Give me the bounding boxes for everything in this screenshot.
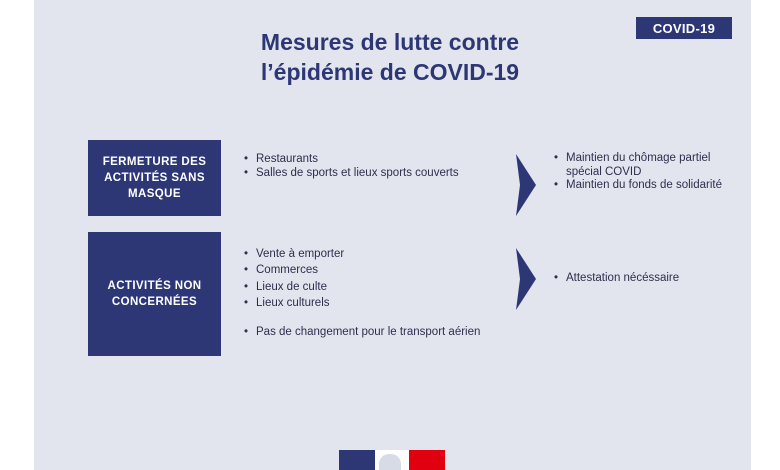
list-item: • Commerces <box>242 262 480 278</box>
flag-red-band <box>409 450 445 470</box>
list-item: • Lieux de culte <box>242 279 480 295</box>
list-item: • Lieux culturels <box>242 295 480 311</box>
unaffected-list <box>242 246 480 340</box>
list-item: • Pas de changement pour le transport aérien <box>242 324 480 340</box>
list-item: • Salles de sports et lieux sports couverts <box>242 166 459 180</box>
chevron-right-icon <box>516 248 536 310</box>
list-item: • Vente à emporter <box>242 246 480 262</box>
unaffected-consequences-list <box>552 270 712 286</box>
closures-list <box>242 152 459 180</box>
covid-badge: COVID-19 <box>636 17 732 39</box>
title-line-1: Mesures de lutte contre <box>260 29 520 55</box>
title-line-2: l’épidémie de COVID-19 <box>260 59 520 85</box>
page-title <box>190 27 590 87</box>
flag-blue-band <box>339 450 375 470</box>
flag-white-band <box>375 450 409 470</box>
list-item: • Attestation nécéssaire <box>552 270 712 286</box>
chevron-right-icon <box>516 154 536 216</box>
list-item: • Restaurants <box>242 152 459 166</box>
marianne-flag-logo <box>339 450 445 470</box>
closures-consequences-list <box>552 152 732 193</box>
list-item: • Maintien du chômage partiel spécial COVID <box>552 152 732 179</box>
heading-box-unaffected: ACTIVITÉS NON CONCERNÉES <box>88 232 221 356</box>
marianne-profile-icon <box>379 454 401 470</box>
heading-box-closures: FERMETURE DES ACTIVITÉS SANS MASQUE <box>88 140 221 216</box>
list-item: • Maintien du fonds de solidarité <box>552 179 732 193</box>
